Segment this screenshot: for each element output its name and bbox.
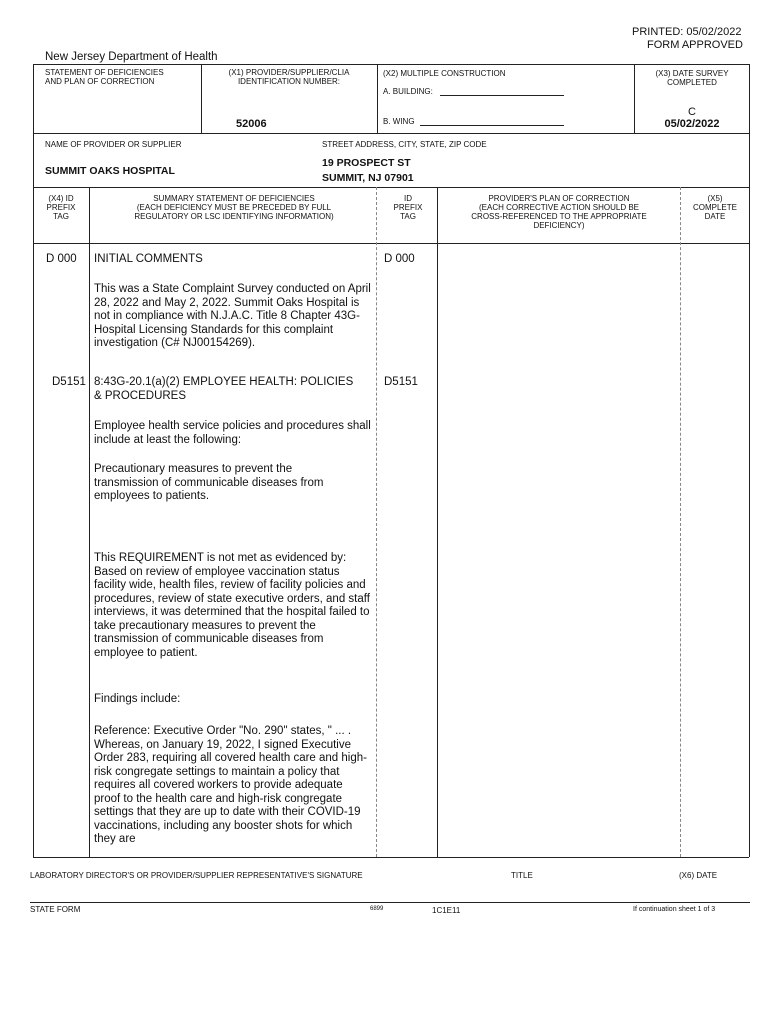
tag-d000-left: D 000 xyxy=(46,253,77,265)
date-label: (X6) DATE xyxy=(679,871,718,880)
col-x5-header: (X5) COMPLETE DATE xyxy=(692,194,737,221)
event-id: 1C1E11 xyxy=(432,906,461,915)
title-label: TITLE xyxy=(511,871,533,880)
findings-include: Findings include: xyxy=(94,693,181,705)
initial-comments-body: This was a State Complaint Survey conducted on April 28, 2022 and May 2, 2022. Summit Oaks Hospital is not in compliance with N.J.A.C. Title 8 Chapter 43G-Hospital Licensing Standards for this complaint investigation (C# NJ00154269). xyxy=(94,283,371,349)
x3-date: 05/02/2022 xyxy=(664,118,720,130)
provider-name: SUMMIT OAKS HOSPITAL xyxy=(45,165,175,177)
printed-date: PRINTED: 05/02/2022 xyxy=(632,26,742,38)
col-id-header: ID PREFIX TAG xyxy=(393,194,423,221)
divider-x3 xyxy=(634,64,635,133)
x2-wing-line xyxy=(420,125,564,126)
provider-label: NAME OF PROVIDER OR SUPPLIER xyxy=(45,140,182,149)
right-border xyxy=(749,64,750,857)
body-bottom-rule xyxy=(33,857,749,858)
x1-value: 52006 xyxy=(236,118,267,130)
address-line1: 19 PROSPECT ST xyxy=(322,157,411,169)
col-x4-header: (X4) ID PREFIX TAG xyxy=(46,194,76,221)
tag-d000-right: D 000 xyxy=(384,253,415,265)
column-header-bottom-rule xyxy=(33,243,749,244)
initial-comments-title: INITIAL COMMENTS xyxy=(94,253,203,265)
regulation-title: 8:43G-20.1(a)(2) EMPLOYEE HEALTH: POLICIES & PROCEDURES xyxy=(94,376,354,402)
x3-label: (X3) DATE SURVEY COMPLETED xyxy=(655,69,729,87)
address-label: STREET ADDRESS, CITY, STATE, ZIP CODE xyxy=(322,140,487,149)
regulation-paragraph-1: Employee health service policies and procedures shall include at least the following: xyxy=(94,420,371,446)
header-top-rule xyxy=(33,64,749,65)
x2-label: (X2) MULTIPLE CONSTRUCTION xyxy=(383,69,506,78)
x2-building-line xyxy=(440,95,564,96)
form-approved: FORM APPROVED xyxy=(647,39,743,51)
form-code: 6899 xyxy=(370,906,384,912)
tag-d5151-left: D5151 xyxy=(52,376,86,388)
regulation-paragraph-3: This REQUIREMENT is not met as evidenced by: Based on review of employee vaccination status facility wide, health files, review of facility policies and procedures, review of state executive orders, and staff interviews, it was determined that the hospital failed to take precautionary measures to prevent the transmission of communicable diseases from employee to patient. xyxy=(94,552,370,659)
divider-x1 xyxy=(201,64,202,133)
col-summary-header: SUMMARY STATEMENT OF DEFICIENCIES (EACH DEFICIENCY MUST BE PRECEDED BY FULL REGULATORY OR LSC IDENTIFYING INFORMATION) xyxy=(134,194,334,221)
col-divider-1 xyxy=(89,187,90,857)
tag-d5151-right: D5151 xyxy=(384,376,418,388)
divider-x2 xyxy=(377,64,378,133)
x1-label: (X1) PROVIDER/SUPPLIER/CLIA IDENTIFICATION NUMBER: xyxy=(228,68,350,86)
x2-wing-label: B. WING xyxy=(383,117,415,126)
col-divider-4 xyxy=(680,187,681,857)
x3-code: C xyxy=(688,106,696,118)
left-border xyxy=(33,64,34,857)
header-rule-2 xyxy=(33,133,749,134)
statement-label: STATEMENT OF DEFICIENCIES AND PLAN OF CORRECTION xyxy=(45,68,164,86)
state-form-label: STATE FORM xyxy=(30,905,81,914)
continuation-label: If continuation sheet 1 of 3 xyxy=(633,906,716,913)
x2-building-label: A. BUILDING: xyxy=(383,87,433,96)
header-rule-3 xyxy=(33,187,749,188)
agency-name: New Jersey Department of Health xyxy=(45,51,218,63)
footer-rule xyxy=(30,902,750,903)
regulation-paragraph-2: Precautionary measures to prevent the transmission of communicable diseases from employees to patients. xyxy=(94,463,324,502)
col-divider-2 xyxy=(376,187,377,857)
address-line2: SUMMIT, NJ 07901 xyxy=(322,172,414,184)
reference-paragraph: Reference: Executive Order "No. 290" states, " ... . Whereas, on January 19, 2022, I signed Executive Order 283, requiring all covered health care and high-risk congregate settings to maintain a policy that requires all covered workers to provide adequate proof to the health care and high-risk congregate settings that they are up to date with their COVID-19 vaccinations, including any booster shots for which they are xyxy=(94,725,367,845)
col-divider-3 xyxy=(437,187,438,857)
signature-label: LABORATORY DIRECTOR'S OR PROVIDER/SUPPLIER REPRESENTATIVE'S SIGNATURE xyxy=(30,871,363,880)
col-plan-header: PROVIDER'S PLAN OF CORRECTION (EACH CORRECTIVE ACTION SHOULD BE CROSS-REFERENCED TO THE APPROPRIATE DEFICIENCY) xyxy=(471,194,647,230)
